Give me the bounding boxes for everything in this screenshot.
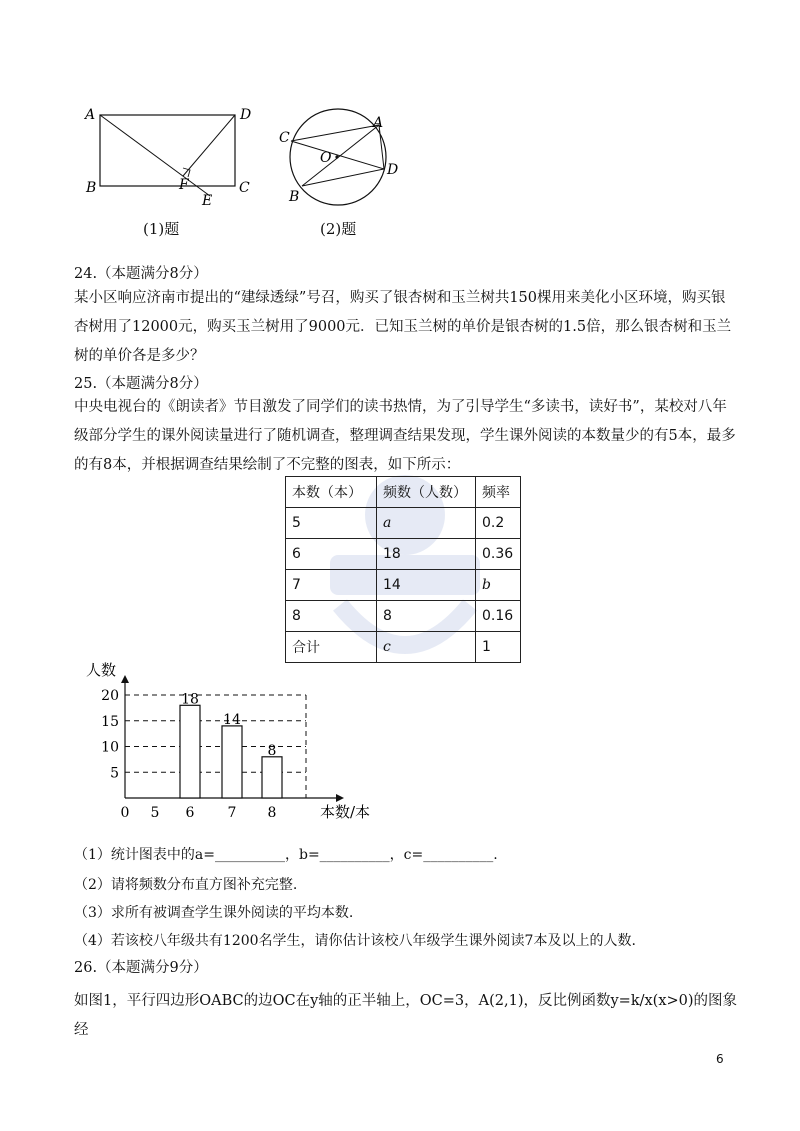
q24-heading: 24.（本题满分8分） (74, 266, 208, 282)
label-F: F (179, 177, 189, 193)
x-tick-label: 5 (150, 805, 160, 821)
bar (262, 757, 282, 798)
table-cell: c (377, 632, 476, 663)
bar (222, 726, 242, 798)
x-tick-label: 7 (227, 805, 237, 821)
label-C: C (239, 180, 250, 196)
label-A2: A (373, 115, 384, 131)
y-tick-label: 15 (101, 713, 119, 730)
table-cell: 5 (286, 508, 377, 539)
origin-label: 0 (120, 805, 130, 821)
chart-y-label: 人数 (86, 661, 117, 679)
x-axis-arrow (336, 794, 344, 802)
table-cell: 8 (377, 601, 476, 632)
q26-body: 如图1，平行四边形OABC的边OC在y轴的正半轴上，OC=3，A(2,1)，反比例函数y=k/x(x>0)的图象经 (74, 993, 738, 1038)
label-D2: D (387, 162, 399, 178)
q25-sub-3: （3）求所有被调查学生课外阅读的平均本数. (74, 905, 354, 921)
table-row (286, 570, 521, 601)
table-cell: 14 (377, 570, 476, 601)
chart-x-label: 本数/本 (320, 803, 371, 821)
table-header: 频率 (476, 477, 521, 508)
q24-body: 某小区响应济南市提出的“建绿透绿”号召，购买了银杏树和玉兰树共150棵用来美化小区环境，购买银杏树用了12000元，购买玉兰树用了9000元．已知玉兰树的单价是银杏树的1.5倍，那么银杏树和玉兰树的单价各是多少？ (74, 290, 732, 364)
frequency-table (285, 476, 521, 663)
bar-data-label: 14 (223, 711, 241, 728)
table-header-row (286, 477, 521, 508)
q25-sub-1: （1）统计图表中的a=__________，b=__________，c=__________. (74, 847, 498, 863)
table-row (286, 601, 521, 632)
figure1-caption: (1)题 (143, 220, 180, 238)
q26-heading: 26.（本题满分9分） (74, 960, 208, 976)
bar-data-label: 8 (267, 742, 277, 759)
table-cell: 0.2 (476, 508, 521, 539)
label-B2: B (289, 189, 300, 205)
table-cell: 0.36 (476, 539, 521, 570)
table-header: 频数（人数） (377, 477, 476, 508)
figure-circle (275, 105, 405, 215)
table-row (286, 508, 521, 539)
table-cell: 7 (286, 570, 377, 601)
label-D: D (240, 107, 252, 123)
label-O2: O (320, 150, 332, 166)
bar-data-label: 18 (181, 691, 199, 708)
y-tick-label: 20 (101, 688, 119, 704)
q25-body: 中央电视台的《朗读者》节目激发了同学们的读书热情，为了引导学生“多读书，读好书”，某校对八年级部分学生的课外阅读量进行了随机调查，整理调查结果发现，学生课外阅读的本数量少的有5本，最多的有8本，并根据调查结果绘制了不完整的图表，如下所示： (74, 399, 736, 473)
x-tick-label: 8 (267, 805, 277, 821)
frequency-histogram (80, 655, 410, 830)
figure-rectangle (80, 100, 260, 210)
table-cell: 8 (286, 601, 377, 632)
table-header: 本数（本） (286, 477, 377, 508)
page-number: 6 (716, 1052, 724, 1066)
q25-heading: 25.（本题满分8分） (74, 376, 208, 392)
bar (180, 705, 200, 798)
table-cell: 0.16 (476, 601, 521, 632)
label-B: B (86, 180, 97, 196)
table-cell: 6 (286, 539, 377, 570)
y-tick-label: 5 (110, 765, 119, 782)
y-axis-arrow (121, 675, 129, 683)
x-tick-label: 6 (185, 805, 195, 821)
table-cell: 1 (476, 632, 521, 663)
figure2-caption: (2)题 (320, 220, 357, 238)
label-A: A (85, 107, 96, 123)
q25-sub-2: （2）请将频数分布直方图补充完整. (74, 877, 298, 893)
table-cell: a (377, 508, 476, 539)
table-cell: 18 (377, 539, 476, 570)
table-cell: 合计 (286, 632, 377, 663)
q25-sub-4: （4）若该校八年级共有1200名学生，请你估计该校八年级学生课外阅读7本及以上的人数. (74, 933, 636, 949)
label-E: E (202, 193, 213, 209)
y-tick-label: 10 (101, 739, 119, 756)
table-row (286, 539, 521, 570)
label-C2: C (279, 130, 290, 146)
table-cell: b (476, 570, 521, 601)
